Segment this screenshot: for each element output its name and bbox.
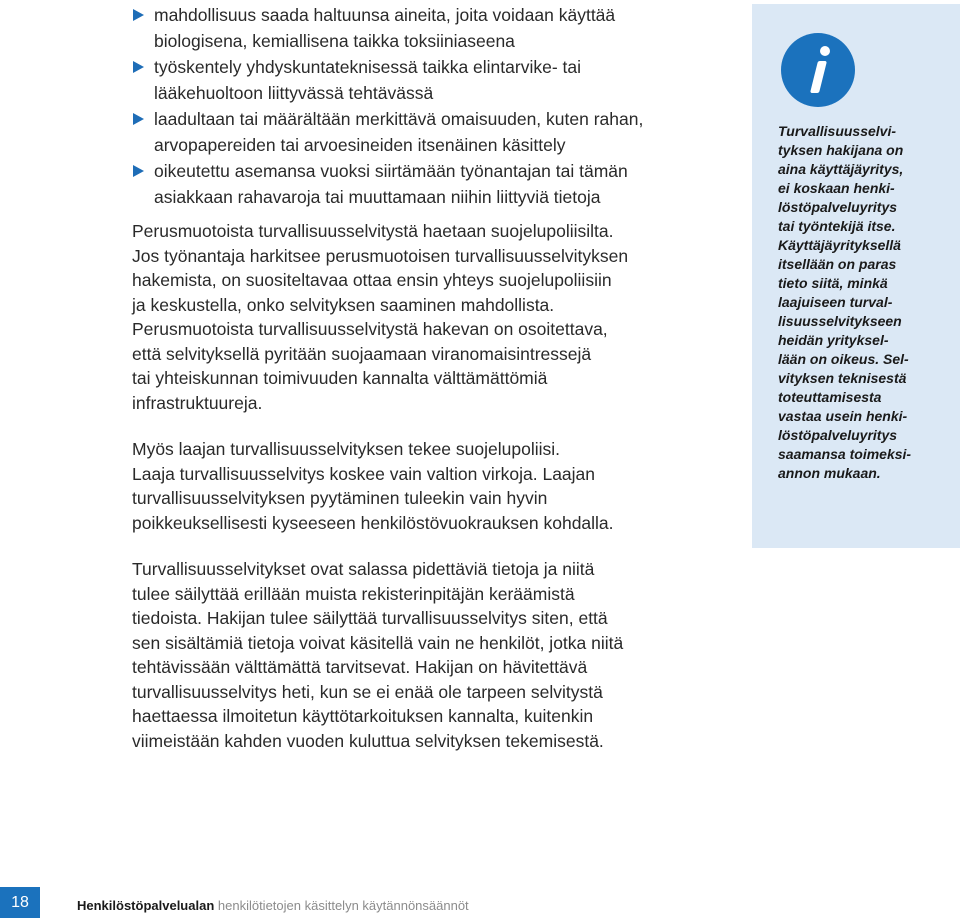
info-icon <box>781 33 855 107</box>
bullet-item: oikeutettu asemansa vuoksi siirtämään työnantajan tai tämän asiakkaan rahavaroja tai muuttamaan niihin liittyviä tietoja <box>132 158 692 210</box>
triangle-bullet-icon <box>133 165 144 177</box>
paragraph-application: Perusmuotoista turvallisuusselvitystä haetaan suojelupoliisilta. Jos työnantaja harkitsee perusmuotoisen turvallisuusselvityksen hakemista, on suositeltavaa ottaa ensin yhteys suojelupoliisiin ja keskustella, onko selvityksen saaminen mahdollista. Perusmuotoista turvallisuusselvitystä hakevan on osoitettava, että selvityksellä pyritään suojaamaan viranomaisintressejä tai yhteiskunnan toimivuuden kannalta välttämättömiä infrastruktuureja. <box>132 221 629 413</box>
bullet-item: työskentely yhdyskuntateknisessä taikka elintarvike- tai lääkehuoltoon liittyvässä tehtävässä <box>132 54 692 106</box>
footer-publication-name: Henkilöstöpalvelualan <box>77 898 215 913</box>
bullet-item: mahdollisuus saada haltuunsa aineita, joita voidaan käyttää biologisena, kemiallisena taikka toksiiniaseena <box>132 2 692 54</box>
triangle-bullet-icon <box>133 113 144 125</box>
triangle-bullet-icon <box>133 61 144 73</box>
triangle-bullet-icon <box>133 9 144 21</box>
footer-publication-subtitle: henkilötietojen käsittelyn käytännönsäännöt <box>214 898 469 913</box>
paragraph-confidentiality: Turvallisuusselvitykset ovat salassa pidettäviä tietoja ja niitä tulee säilyttää erillään muista rekisterinpitäjän keräämistä tiedoista. Hakijan tulee säilyttää turvallisuusselvitys siten, että sen sisältämiä tietoja voivat käsitellä vain ne henkilöt, jotka niitä tehtävissään välttämättä tarvitsevat. Hakijan on hävitettävä turvallisuusselvitys heti, kun se ei enää ole tarpeen selvitystä haettaessa ilmoitetun käyttötarkoituksen kannalta, kuitenkin viimeistään kahden vuoden kuluttua selvityksen tekemisestä. <box>132 559 624 751</box>
footer-title <box>77 897 469 915</box>
bullet-item: laadultaan tai määrältään merkittävä omaisuuden, kuten rahan, arvopapereiden tai arvoesineiden itsenäinen käsittely <box>132 106 692 158</box>
bullet-list <box>132 2 692 210</box>
paragraph-extensive-clearance: Myös laajan turvallisuusselvityksen tekee suojelupoliisi. Laaja turvallisuusselvitys koskee vain valtion virkoja. Laajan turvallisuusselvityksen pyytäminen tuleekin vain hyvin poikkeuksellisesti kyseeseen henkilöstövuokrauksen kohdalla. <box>132 439 614 533</box>
page-number: 18 <box>0 887 40 918</box>
sidebar-note: Turvallisuusselvi- tyksen hakijana on aina käyttäjäyritys, ei koskaan henki- löstöpalveluyritys tai työntekijä itse. Käyttäjäyrityksellä itsellään on paras tieto siitä, minkä laajuiseen turval- lisuusselvitykseen heidän yrityksel- lään on oikeus. Sel- vityksen teknisestä toteuttamisesta vastaa usein henki- löstöpalveluyritys saamansa toimeksi- annon mukaan. <box>778 123 912 481</box>
